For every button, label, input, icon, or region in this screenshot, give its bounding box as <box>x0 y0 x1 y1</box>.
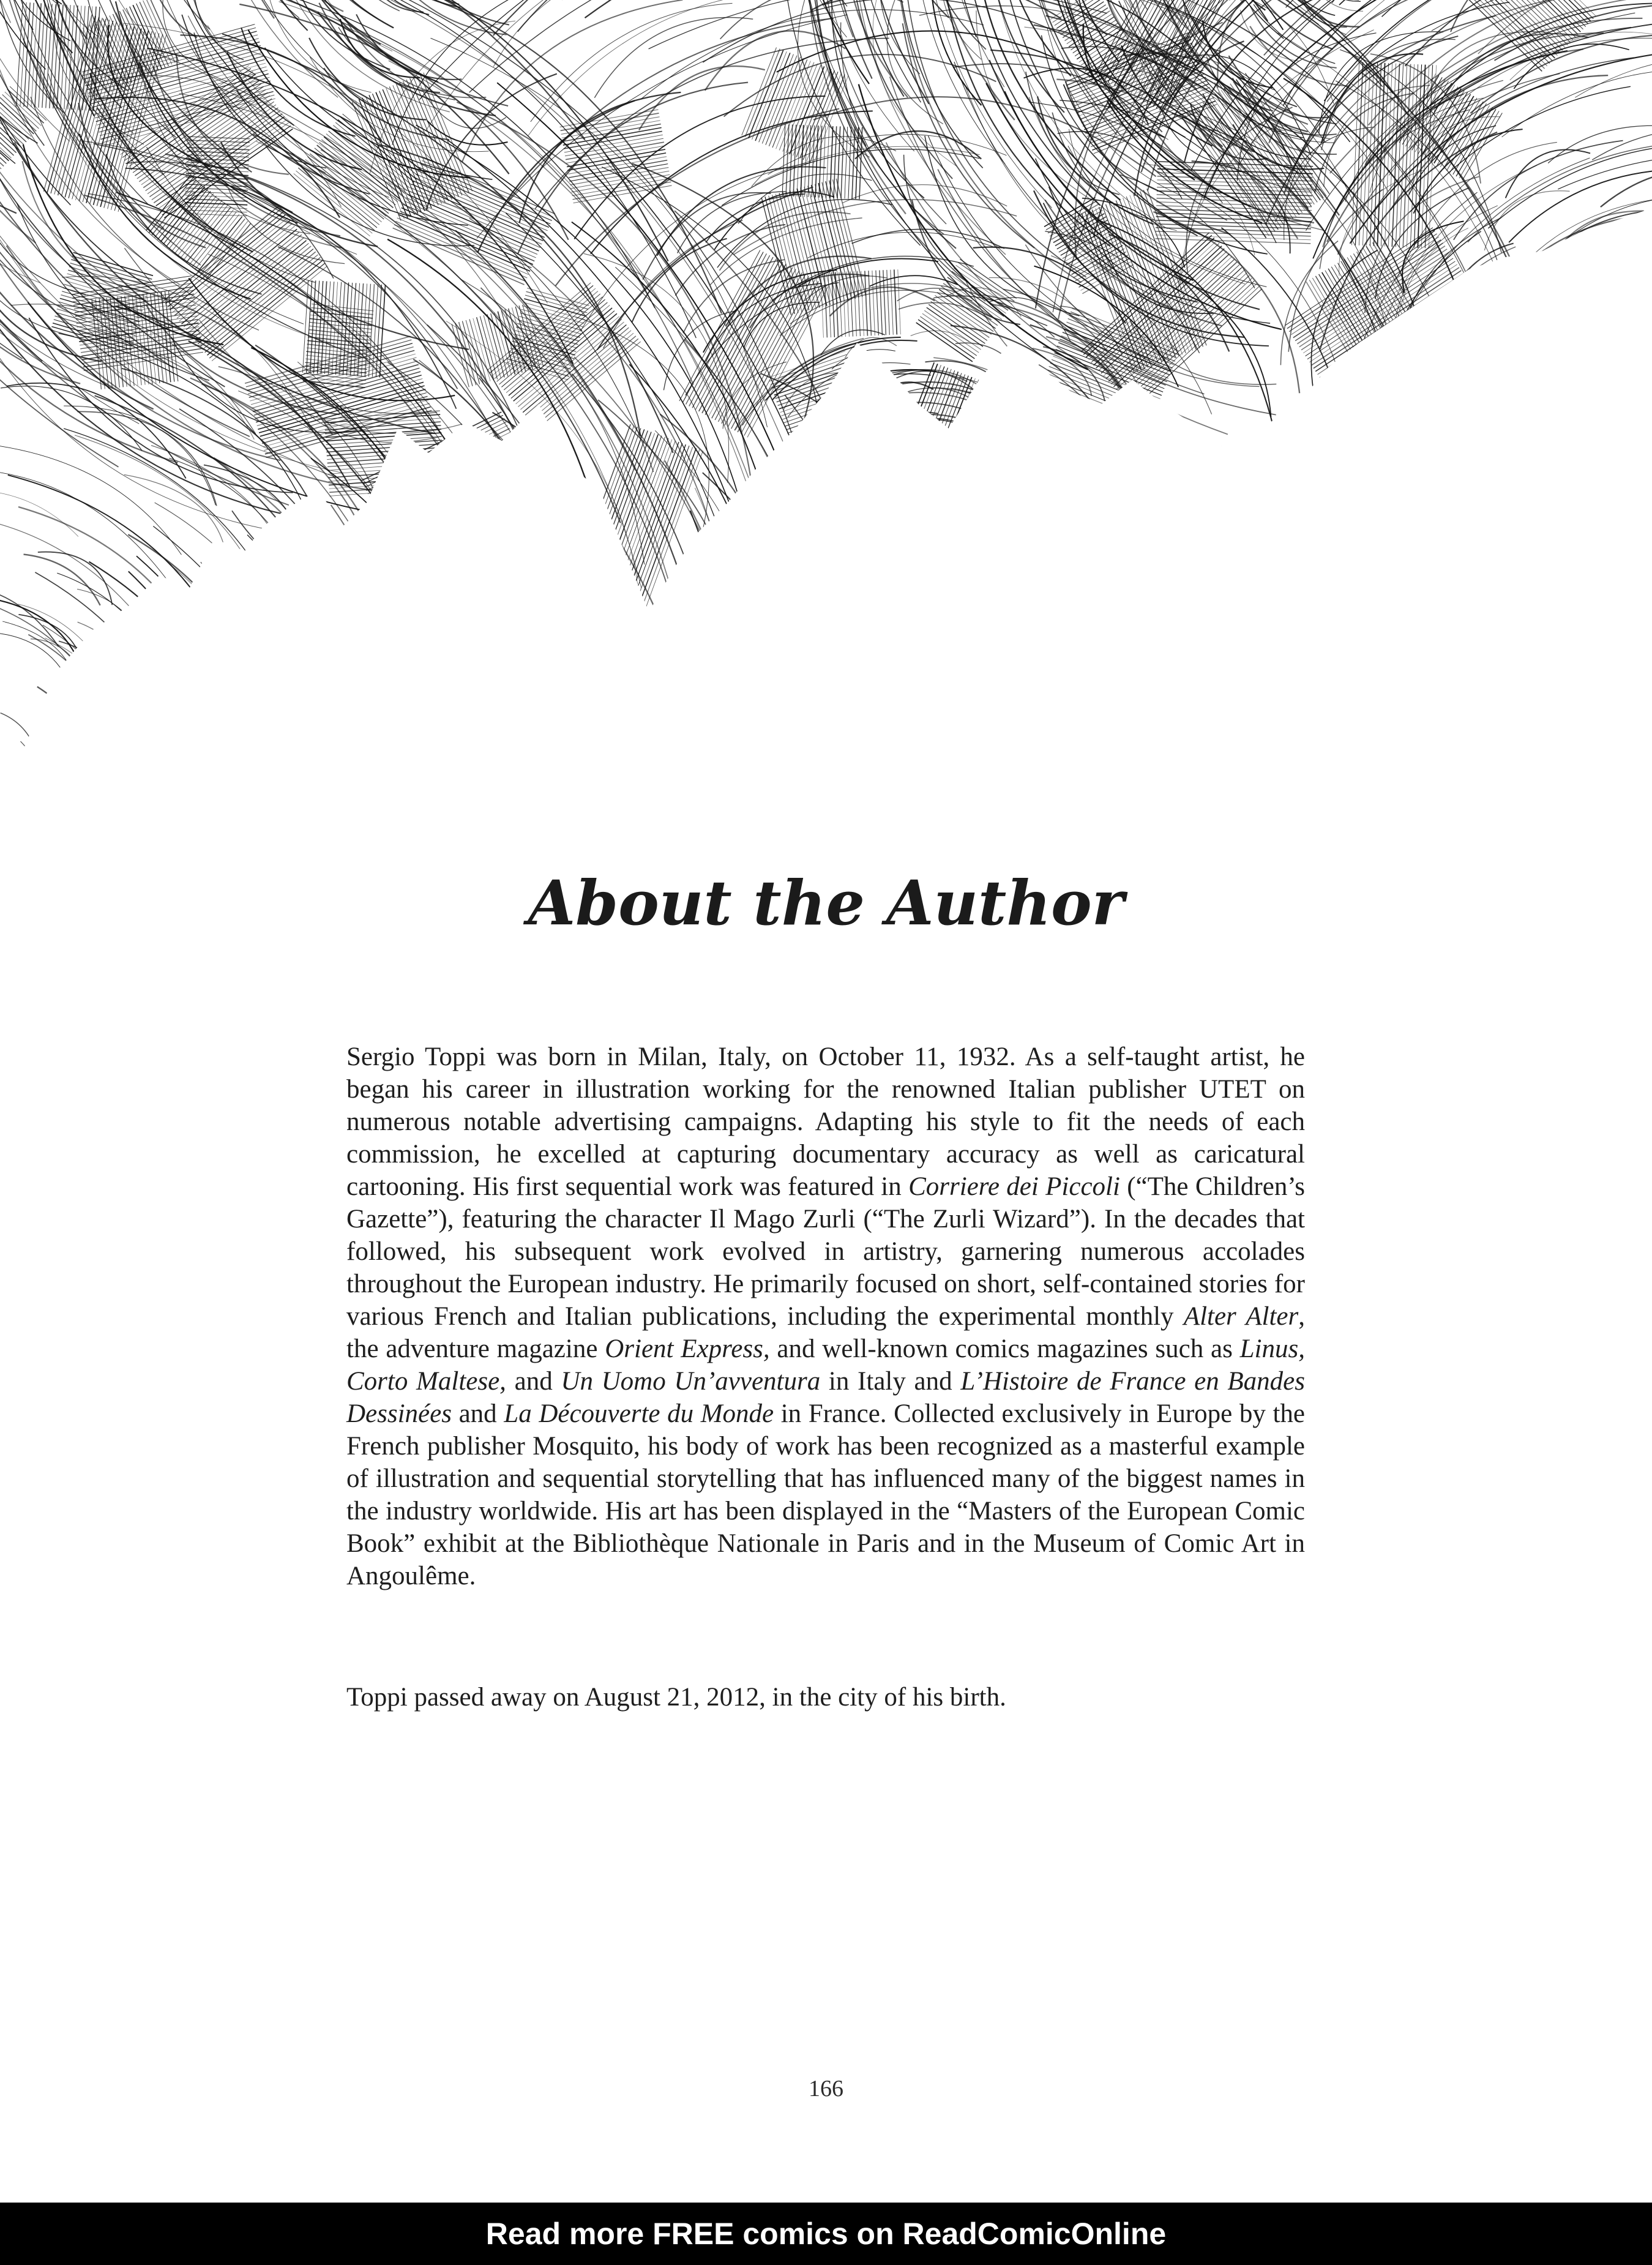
bio-text: in France. Collected exclusively in Europe by the French publisher Mosquito, his body of work has been recognized as a masterful example of illustration and sequential storytelling that has influenced many of the biggest names in the industry worldwide. His art has been displayed in the “Masters of the European Comic Book” exhibit at the Bibliothèque Nationale in Paris and in the Museum of Comic Art in Angoulême. <box>346 1399 1305 1590</box>
publication-title: La Découverte du Monde <box>504 1399 774 1428</box>
bio-text: Sergio Toppi was born in Milan, Italy, on October 11, 1932. As a self-taught artist, he began his career in illustration working for the renowned Italian publisher UTET on numerous notable advertising campaigns. Adapting his style to fit the needs of each commission, he excelled at capturing documentary accuracy as well as caricatural cartooning. His first sequential work was featured in <box>346 1043 1305 1201</box>
footer-banner <box>0 2203 1652 2265</box>
bio-text: (“The Children’s Gazette”), featuring the character Il Mago Zurli (“The Zurli Wizard”). In the decades that followed, his subsequent work evolved in artistry, garnering numerous accolades throughout the European industry. He primarily focused on short, self-contained stories for various French and Italian publications, including the experimental monthly <box>346 1172 1305 1331</box>
crosshatch-ink-illustration <box>0 0 1652 814</box>
closing-paragraph: Toppi passed away on August 21, 2012, in the city of his birth. <box>346 1683 1006 1712</box>
bio-text: and <box>506 1367 561 1396</box>
bio-text: , the adventure magazine <box>346 1302 1305 1363</box>
bio-text: and well-known comics magazines such as <box>769 1335 1240 1363</box>
publication-title: Un Uomo Un’avventura <box>561 1367 821 1396</box>
publication-title: L’Histoire de France en Bandes Dessinées <box>346 1367 1305 1428</box>
bio-text: in Italy and <box>820 1367 961 1396</box>
hatching-strokes <box>0 0 1652 814</box>
publication-title: Corriere dei Piccoli <box>908 1172 1120 1201</box>
bio-text: and <box>451 1399 504 1428</box>
author-biography <box>346 1041 1305 1592</box>
publication-title: Alter Alter <box>1183 1302 1299 1331</box>
page-title: About the Author <box>528 867 1124 939</box>
footer-promo-link[interactable]: Read more FREE comics on ReadComicOnline <box>485 2217 1167 2251</box>
page-number: 166 <box>809 2076 843 2102</box>
publication-title: Orient Express, <box>605 1335 770 1363</box>
publication-title: Linus, Corto Maltese, <box>346 1335 1305 1396</box>
